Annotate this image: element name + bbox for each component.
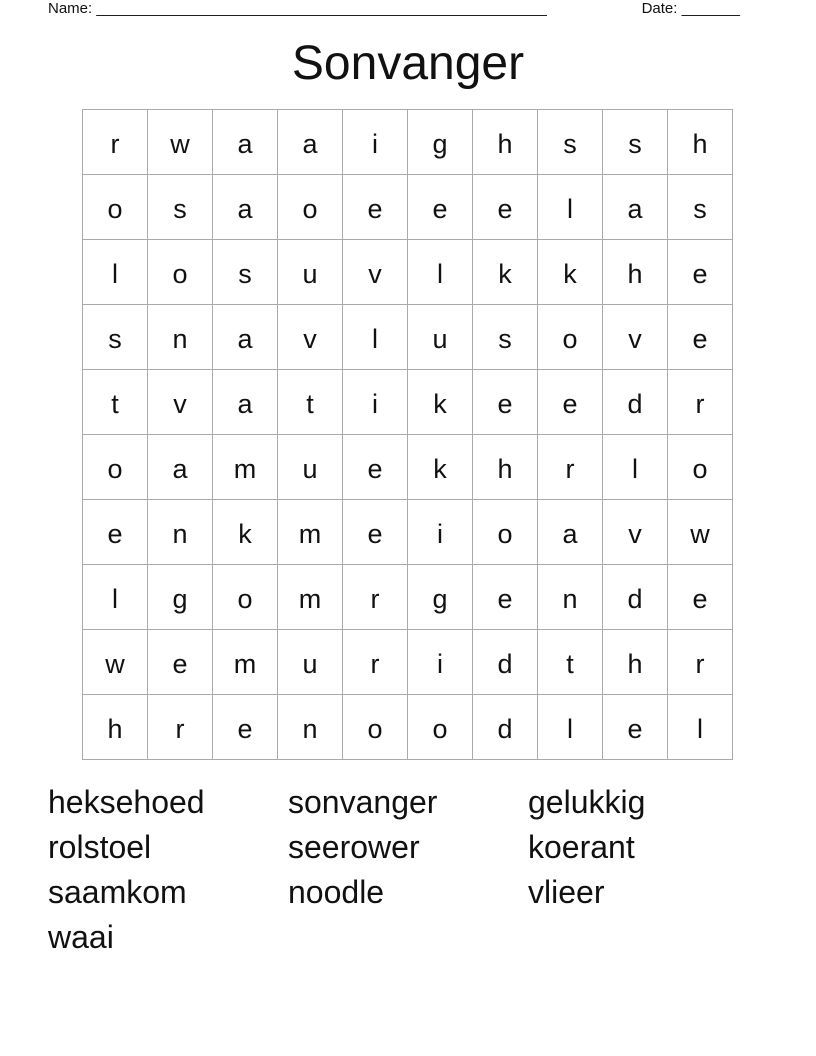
grid-cell: h — [603, 240, 668, 305]
grid-cell: e — [668, 240, 733, 305]
grid-cell: e — [473, 565, 538, 630]
grid-cell: e — [83, 500, 148, 565]
date-field-label: Date: _______ — [641, 0, 740, 17]
grid-cell: e — [408, 175, 473, 240]
word-list-item: koerant — [528, 829, 635, 865]
grid-cell: v — [603, 500, 668, 565]
grid-cell: o — [148, 240, 213, 305]
grid-cell: l — [668, 695, 733, 760]
word-list-item: rolstoel — [48, 829, 152, 865]
puzzle-title: Sonvanger — [291, 37, 525, 90]
grid-cell: i — [343, 370, 408, 435]
grid-cell: s — [148, 175, 213, 240]
name-field-label: Name: ______________________________________________________ — [48, 0, 547, 17]
grid-cell: e — [603, 695, 668, 760]
grid-cell: n — [538, 565, 603, 630]
grid-cell: l — [83, 240, 148, 305]
grid-cell: n — [148, 500, 213, 565]
grid-cell: k — [538, 240, 603, 305]
grid-cell: o — [473, 500, 538, 565]
grid-cell: i — [343, 110, 408, 175]
word-list-item: saamkom — [48, 874, 187, 910]
grid-cell: o — [83, 435, 148, 500]
grid-cell: w — [668, 500, 733, 565]
word-list-item: noodle — [288, 874, 385, 910]
grid-cell: i — [408, 500, 473, 565]
grid-cell: t — [278, 370, 343, 435]
grid-cell: o — [278, 175, 343, 240]
grid-cell: g — [148, 565, 213, 630]
word-list-item: sonvanger — [288, 784, 438, 820]
grid-cell: o — [213, 565, 278, 630]
grid-cell: v — [148, 370, 213, 435]
grid-cell: l — [343, 305, 408, 370]
grid-cell: e — [148, 630, 213, 695]
grid-cell: e — [668, 565, 733, 630]
grid-cell: d — [473, 630, 538, 695]
word-list-item: seerower — [288, 829, 420, 865]
grid-cell: e — [213, 695, 278, 760]
grid-cell: s — [213, 240, 278, 305]
grid-cell: g — [408, 565, 473, 630]
grid-cell: l — [538, 175, 603, 240]
grid-cell: s — [83, 305, 148, 370]
grid-cell: o — [343, 695, 408, 760]
grid-cell: s — [473, 305, 538, 370]
grid-cell: a — [213, 175, 278, 240]
grid-cell: l — [538, 695, 603, 760]
grid-cell: r — [83, 110, 148, 175]
grid-cell: e — [343, 435, 408, 500]
grid-cell: u — [278, 435, 343, 500]
grid-cell: m — [278, 565, 343, 630]
grid-cell: u — [278, 240, 343, 305]
grid-cell: r — [538, 435, 603, 500]
grid-cell: h — [83, 695, 148, 760]
grid-cell: w — [83, 630, 148, 695]
letter-grid — [82, 109, 733, 760]
grid-cell: a — [278, 110, 343, 175]
grid-cell: a — [213, 370, 278, 435]
grid-cell: m — [278, 500, 343, 565]
grid-cell: k — [408, 370, 473, 435]
grid-cell: s — [538, 110, 603, 175]
grid-cell: h — [603, 630, 668, 695]
grid-cell: r — [668, 630, 733, 695]
worksheet-header — [48, 0, 740, 20]
grid-cell: h — [473, 110, 538, 175]
grid-cell: g — [408, 110, 473, 175]
grid-cell: a — [148, 435, 213, 500]
word-list-item: gelukkig — [528, 784, 646, 820]
word-list-item: heksehoed — [48, 784, 205, 820]
grid-cell: m — [213, 630, 278, 695]
word-list — [48, 782, 768, 962]
grid-cell: s — [603, 110, 668, 175]
grid-cell: d — [473, 695, 538, 760]
grid-cell: o — [668, 435, 733, 500]
grid-cell: a — [213, 305, 278, 370]
grid-cell: v — [278, 305, 343, 370]
grid-cell: t — [83, 370, 148, 435]
grid-cell: r — [148, 695, 213, 760]
grid-cell: h — [473, 435, 538, 500]
grid-cell: k — [213, 500, 278, 565]
grid-cell: v — [343, 240, 408, 305]
grid-cell: n — [278, 695, 343, 760]
grid-cell: a — [603, 175, 668, 240]
grid-cell: e — [343, 175, 408, 240]
grid-cell: r — [668, 370, 733, 435]
grid-cell: o — [538, 305, 603, 370]
grid-cell: e — [668, 305, 733, 370]
grid-cell: i — [408, 630, 473, 695]
grid-cell: s — [668, 175, 733, 240]
grid-cell: k — [408, 435, 473, 500]
grid-cell: k — [473, 240, 538, 305]
grid-cell: d — [603, 370, 668, 435]
grid-cell: l — [408, 240, 473, 305]
grid-cell: e — [473, 175, 538, 240]
grid-cell: w — [148, 110, 213, 175]
grid-cell: t — [538, 630, 603, 695]
grid-cell: e — [473, 370, 538, 435]
grid-cell: e — [343, 500, 408, 565]
grid-cell: r — [343, 630, 408, 695]
grid-cell: e — [538, 370, 603, 435]
grid-cell: m — [213, 435, 278, 500]
grid-cell: r — [343, 565, 408, 630]
grid-cell: d — [603, 565, 668, 630]
grid-cell: l — [83, 565, 148, 630]
grid-cell: l — [603, 435, 668, 500]
grid-cell: h — [668, 110, 733, 175]
grid-cell: u — [278, 630, 343, 695]
grid-cell: v — [603, 305, 668, 370]
grid-cell: a — [213, 110, 278, 175]
grid-cell: o — [408, 695, 473, 760]
grid-cell: u — [408, 305, 473, 370]
grid-cell: o — [83, 175, 148, 240]
word-list-item: waai — [48, 919, 114, 955]
grid-cell: a — [538, 500, 603, 565]
grid-cell: n — [148, 305, 213, 370]
word-list-item: vlieer — [528, 874, 605, 910]
